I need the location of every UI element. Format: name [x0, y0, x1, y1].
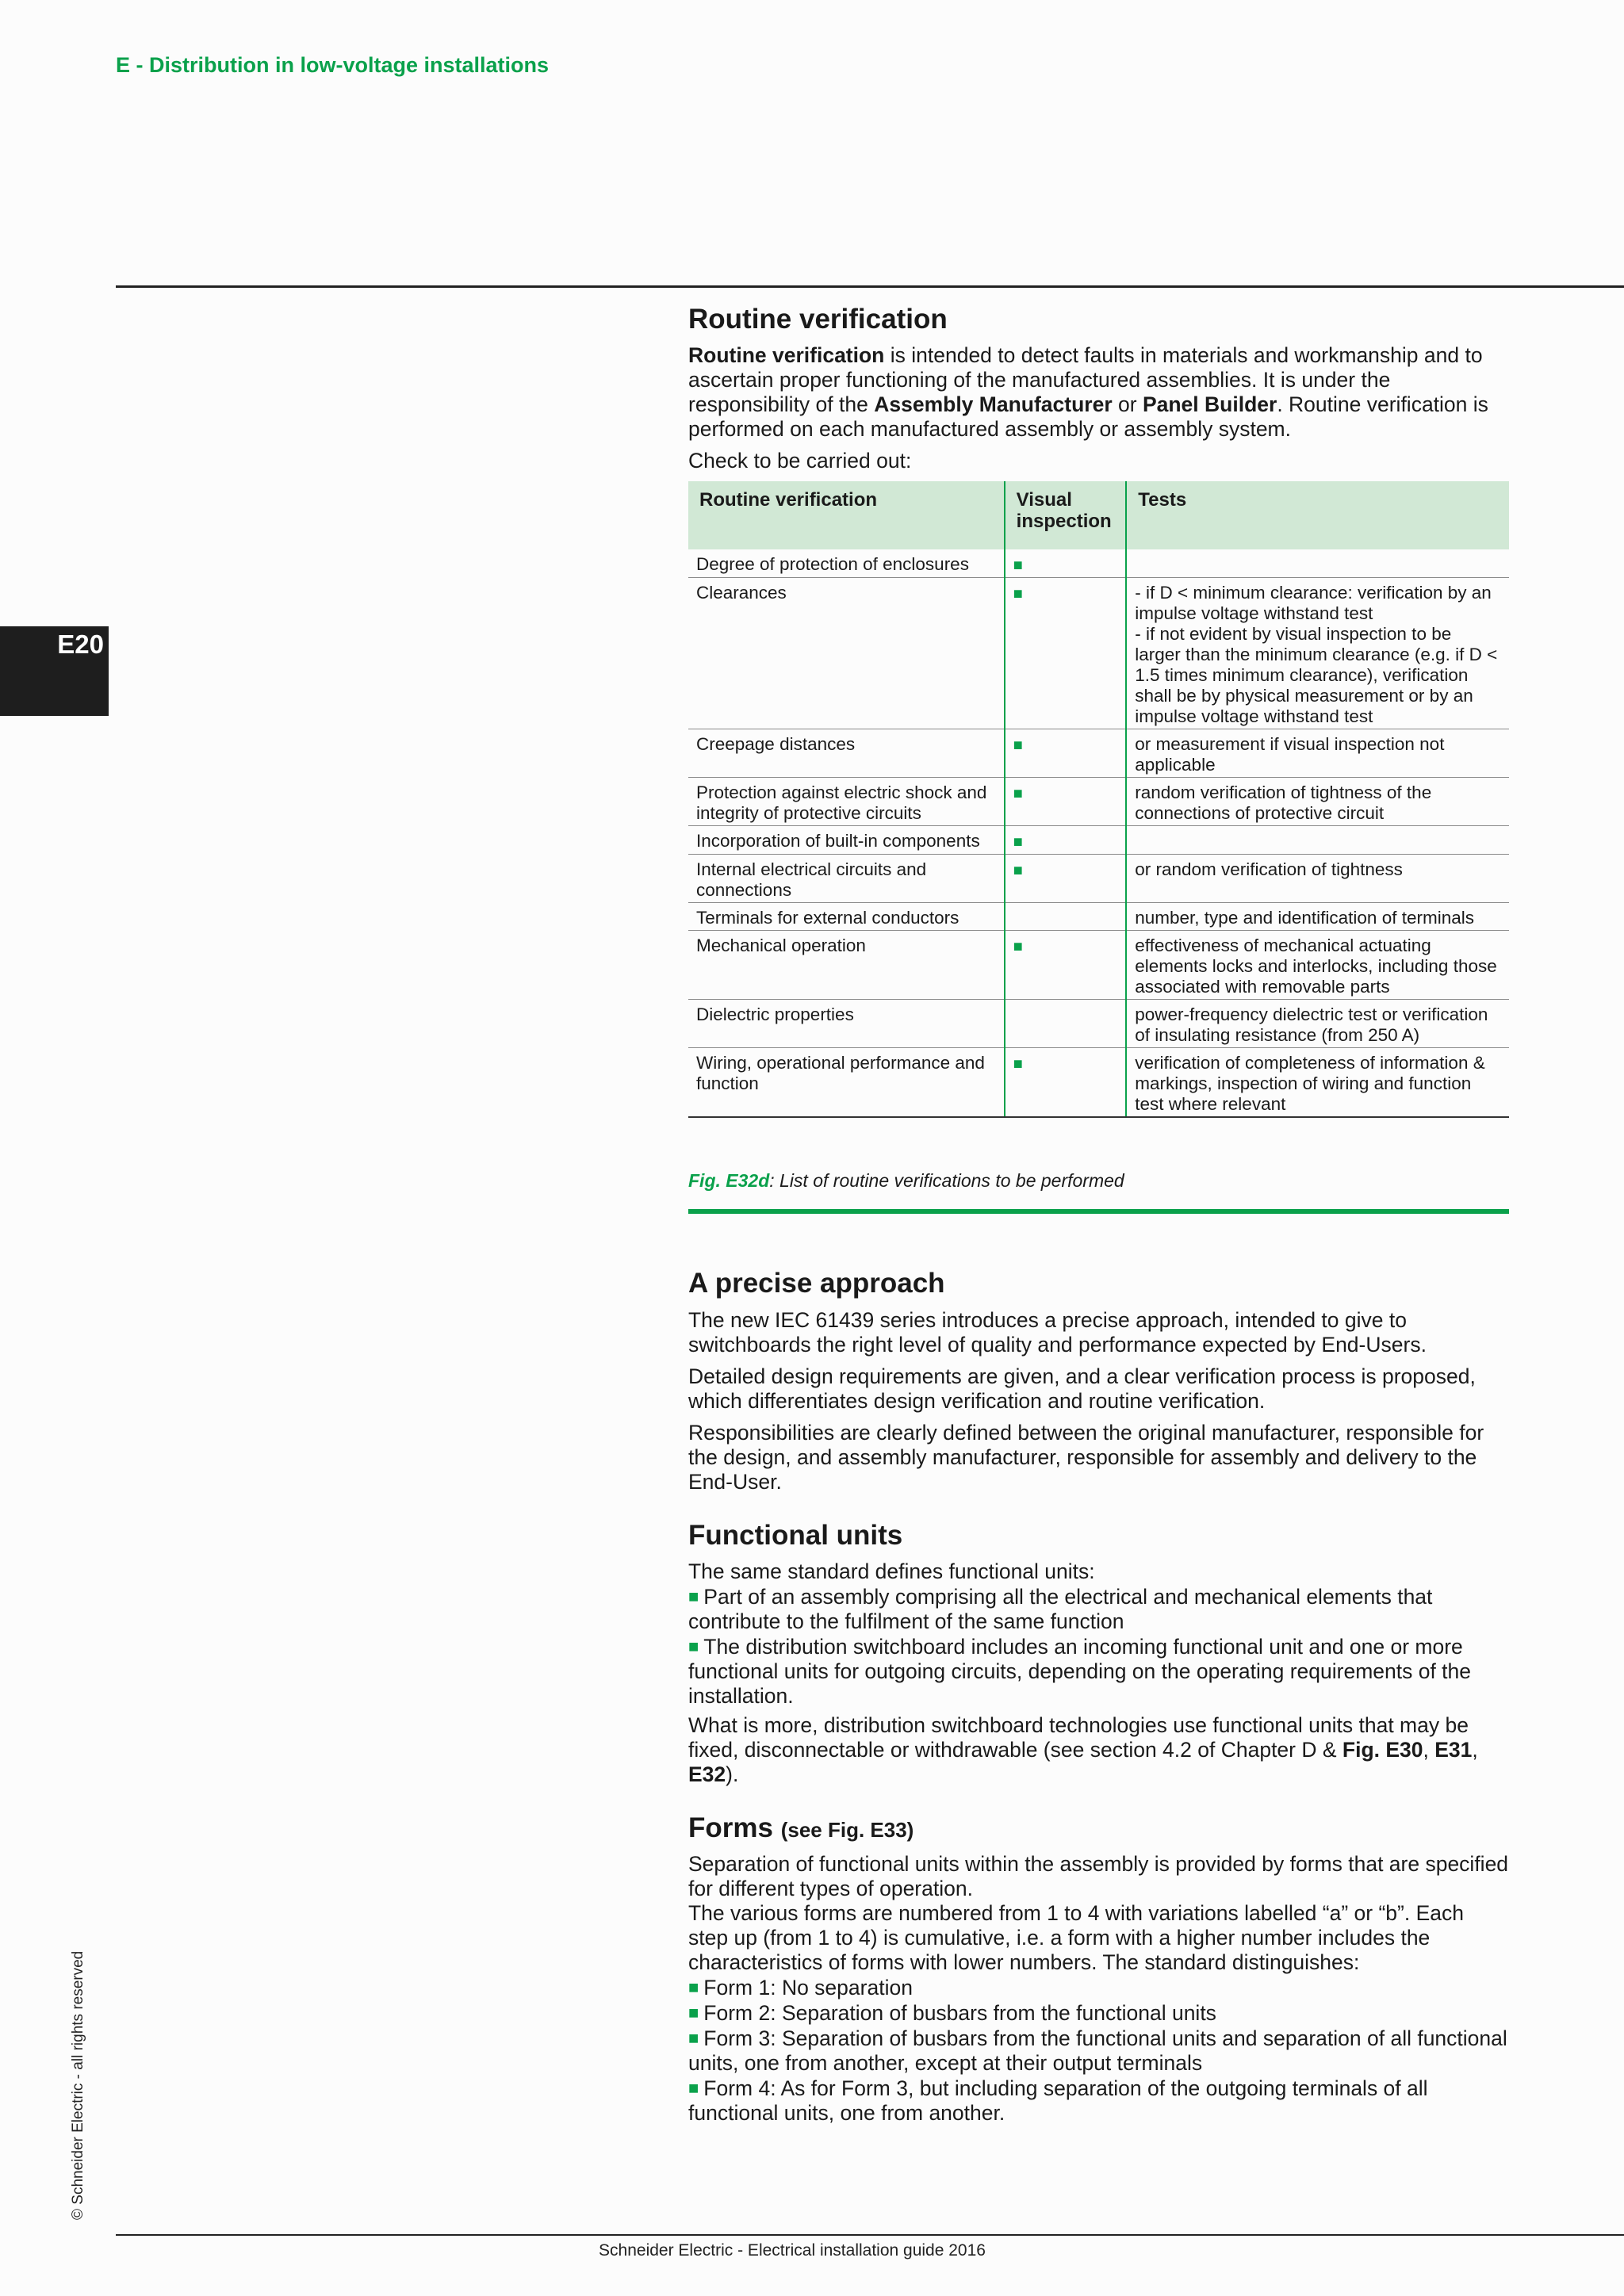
precise-paragraph-2: Detailed design requirements are given, and a clear verification process is proposed, which differentiates design verification and routine verification.: [688, 1364, 1476, 1413]
test-line: effectiveness of mechanical actuating elements locks and interlocks, including those associated with removable parts: [1135, 936, 1497, 997]
check-label: Check to be carried out:: [688, 449, 912, 473]
figure-caption: Fig. E32d: List of routine verifications to be performed: [688, 1170, 1124, 1192]
chapter-header: E - Distribution in low-voltage installations: [116, 53, 550, 77]
precise-approach-title: A precise approach: [688, 1268, 945, 1299]
header-visual-inspection: Visual inspection: [1005, 481, 1127, 549]
cell-verification-item: Protection against electric shock and integrity of protective circuits: [688, 778, 1005, 826]
check-square-icon: ■: [1013, 862, 1023, 880]
cell-verification-item: Internal electrical circuits and connections: [688, 855, 1005, 903]
routine-intro-paragraph: Routine verification is intended to detect faults in materials and workmanship and to ascertain proper functioning of the manufactured assemblies. It is under the responsibility of the Assembly Manufacturer or Panel Builder. Routine verification is performed on each manufactured assembly or assembly system.: [688, 343, 1488, 442]
cell-verification-item: Creepage distances: [688, 729, 1005, 778]
forms-paragraph-1: Separation of functional units within the assembly is provided by forms that are specified for different types of operation.: [688, 1852, 1509, 1900]
cell-tests: [1126, 903, 1509, 931]
top-rule: [116, 285, 1624, 288]
check-square-icon: ■: [1013, 938, 1023, 956]
test-line: or random verification of tightness: [1135, 859, 1403, 880]
cell-visual-inspection: [1005, 931, 1127, 1000]
functional-units-title: Functional units: [688, 1519, 903, 1551]
cell-visual-inspection: [1005, 778, 1127, 826]
table-row: [688, 1048, 1509, 1118]
precise-paragraph-1: The new IEC 61439 series introduces a precise approach, intended to give to switchboards the right level of quality and performance expected by End-Users.: [688, 1307, 1427, 1357]
form-3-item: ■ Form 3: Separation of busbars from the functional units and separation of all functional units, one from another, except at their output terminals: [688, 2026, 1507, 2075]
cell-verification-item: Mechanical operation: [688, 931, 1005, 1000]
table-row: [688, 903, 1509, 931]
header-tests: Tests: [1126, 481, 1509, 549]
cell-verification-item: Incorporation of built-in components: [688, 826, 1005, 855]
cell-visual-inspection: [1005, 729, 1127, 778]
test-line: power-frequency dielectric test or verification of insulating resistance (from 250 A): [1135, 1004, 1488, 1046]
cell-verification-item: Terminals for external conductors: [688, 903, 1005, 931]
check-square-icon: ■: [1013, 585, 1023, 603]
cell-visual-inspection: [1005, 578, 1127, 729]
cell-tests: [1126, 729, 1509, 778]
check-square-icon: ■: [1013, 833, 1023, 851]
form-2-item: ■ Form 2: Separation of busbars from the functional units: [688, 2001, 1216, 2025]
cell-tests: [1126, 549, 1509, 578]
check-square-icon: ■: [1013, 557, 1023, 575]
cell-tests: [1126, 1048, 1509, 1118]
table-row: [688, 778, 1509, 826]
copyright-notice: © Schneider Electric - all rights reserved: [70, 1950, 86, 2220]
table-row: [688, 826, 1509, 855]
forms-paragraph-2: The various forms are numbered from 1 to 4 with variations labelled “a” or “b”. Each step up (from 1 to 4) is cumulative, i.e. a form with a higher number includes the characteristics of forms with lower numbers. The standard distinguishes:: [688, 1901, 1464, 1974]
test-line: - if not evident by visual inspection to be larger than the minimum clearance (e.g. if D < 1.5 times minimum clearance), verification shall be by physical measurement or by an impulse voltage withstand test: [1135, 624, 1498, 727]
test-line: random verification of tightness of the connections of protective circuit: [1135, 783, 1432, 824]
table-row: [688, 1000, 1509, 1048]
bottom-rule: [116, 2234, 1624, 2236]
test-line: - if D < minimum clearance: verification by an impulse voltage withstand test: [1135, 583, 1492, 624]
cell-verification-item: Wiring, operational performance and function: [688, 1048, 1005, 1118]
cell-tests: [1126, 1000, 1509, 1048]
test-line: number, type and identification of terminals: [1135, 908, 1474, 928]
cell-verification-item: Clearances: [688, 578, 1005, 729]
functional-paragraph: What is more, distribution switchboard technologies use functional units that may be fixed, disconnectable or withdrawable (see section 4.2 of Chapter D & Fig. E30, E31, E32).: [688, 1712, 1478, 1786]
cell-visual-inspection: [1005, 549, 1127, 578]
table-body: [688, 549, 1509, 1117]
table-row: [688, 931, 1509, 1000]
table-row: [688, 549, 1509, 578]
main-content: [688, 304, 1509, 2126]
routine-verification-title: Routine verification: [688, 304, 948, 335]
cell-verification-item: Dielectric properties: [688, 1000, 1005, 1048]
page-number-tab: E20: [0, 626, 109, 716]
cell-visual-inspection: [1005, 1048, 1127, 1118]
section-divider: [688, 1209, 1509, 1214]
header-routine-verification: Routine verification: [688, 481, 1005, 549]
test-line: or measurement if visual inspection not applicable: [1135, 734, 1445, 775]
cell-visual-inspection: [1005, 1000, 1127, 1048]
functional-intro: The same standard defines functional units:: [688, 1559, 1095, 1583]
cell-visual-inspection: [1005, 855, 1127, 903]
cell-tests: [1126, 578, 1509, 729]
precise-paragraph-3: Responsibilities are clearly defined between the original manufacturer, responsible for the design, and assembly manufacturer, responsible for assembly and delivery to the End-User.: [688, 1420, 1484, 1494]
forms-title: Forms (see Fig. E33): [688, 1812, 914, 1843]
form-4-item: ■ Form 4: As for Form 3, but including separation of the outgoing terminals of all functional units, one from another.: [688, 2076, 1428, 2125]
table-row: [688, 578, 1509, 729]
check-square-icon: ■: [1013, 1055, 1023, 1073]
cell-visual-inspection: [1005, 826, 1127, 855]
check-square-icon: ■: [1013, 785, 1023, 803]
cell-tests: [1126, 778, 1509, 826]
functional-bullet-1: ■ Part of an assembly comprising all the electrical and mechanical elements that contribute to the fulfilment of the same function: [688, 1584, 1433, 1633]
cell-tests: [1126, 826, 1509, 855]
table-header-row: [688, 481, 1509, 549]
cell-visual-inspection: [1005, 903, 1127, 931]
cell-tests: [1126, 855, 1509, 903]
test-line: verification of completeness of information & markings, inspection of wiring and function test where relevant: [1135, 1053, 1485, 1115]
table-row: [688, 729, 1509, 778]
form-1-item: ■ Form 1: No separation: [688, 1976, 913, 1999]
check-square-icon: ■: [1013, 737, 1023, 755]
cell-tests: [1126, 931, 1509, 1000]
routine-verification-table: [688, 481, 1509, 1118]
page-footer: Schneider Electric - Electrical installation guide 2016: [599, 2241, 986, 2260]
table-row: [688, 855, 1509, 903]
functional-bullet-2: ■ The distribution switchboard includes an incoming functional unit and one or more functional units for outgoing circuits, depending on the operating requirements of the installation.: [688, 1634, 1472, 1708]
cell-verification-item: Degree of protection of enclosures: [688, 549, 1005, 578]
